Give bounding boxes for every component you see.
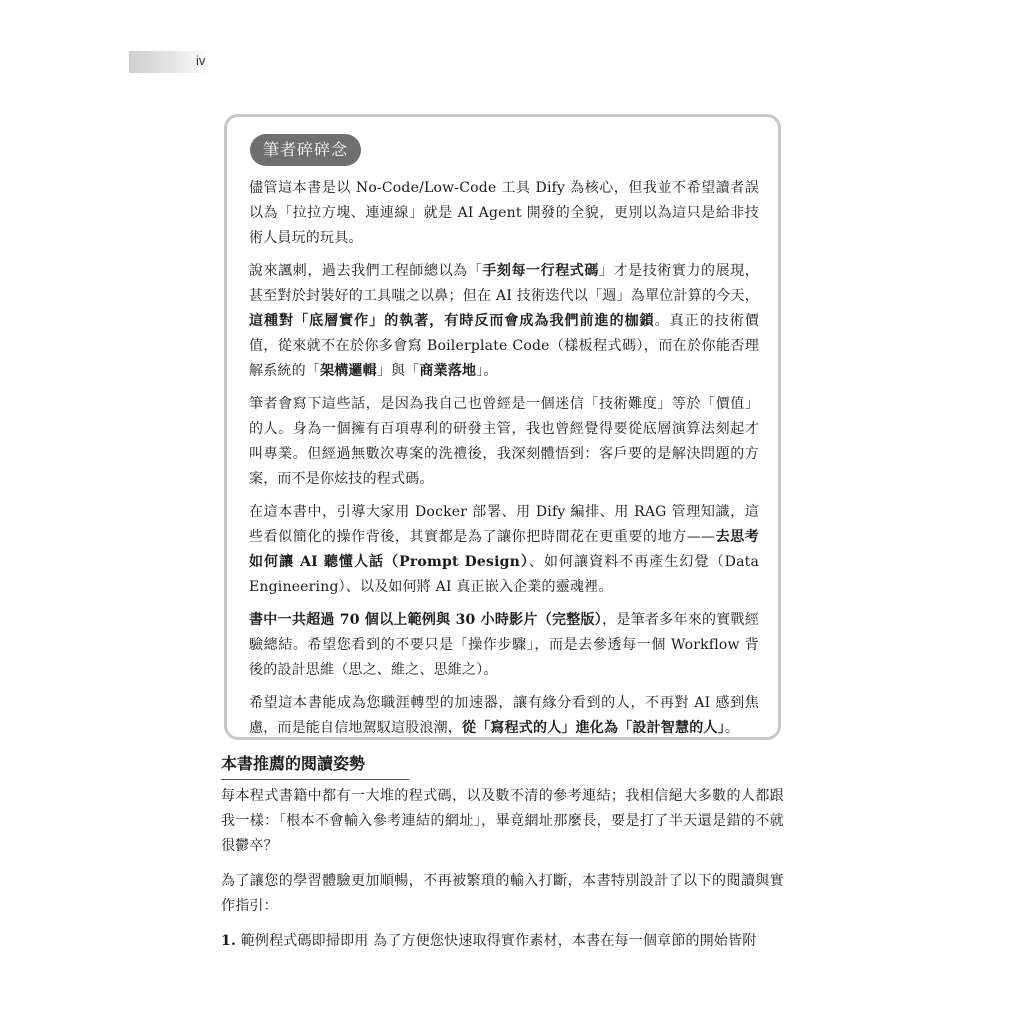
note-paragraph-4 [249,500,759,600]
text-run: 在這本書中，引導大家用 Docker 部署、用 Dify 編排、用 RAG 管理知識，這些看似簡化的操作背後，其實都是為了讓你把時間花在更重要的地方—— [249,504,759,545]
text-run: 。 [724,720,740,736]
section-body [221,784,784,964]
text-run: 。真正的技術價值，從來就不在於你多會寫 Boilerplate Code（樣板程式碼），而在於你能否理解系統的「 [249,313,759,379]
page-number: iv [196,53,206,68]
note-paragraph-1: 儘管這本書是以 No-Code/Low-Code 工具 Dify 為核心，但我並不希望讀者誤以為「拉拉方塊、連連線」就是 AI Agent 開發的全貌，更別以為這只是給非技術人員玩的玩具。 [249,180,759,246]
text-run: 希望這本書能成為您職涯轉型的加速器，讓有緣分看到的人，不再對 AI 感到焦慮，而是能自信地駕馭這股浪潮， [249,695,759,736]
section-heading: 本書推薦的閱讀姿勢 [221,752,409,780]
text-run: 」才是技術實力的展現，甚至對於封裝好的工具嗤之以鼻；但在 AI 技術迭代以「週」為單位計算的今天， [249,263,759,304]
bold-text: 架構邏輯 [320,363,377,379]
text-run: 」與「 [376,363,420,379]
bold-text: 商業落地 [419,363,477,379]
bold-text: 這種對「底層實作」的執著，有時反而會成為我們前進的枷鎖 [249,313,655,329]
text-run: 說來諷刺，過去我們工程師總以為「 [249,263,483,279]
bold-text: 書中一共超過 70 個以上範例與 30 小時影片（完整版） [249,612,603,628]
note-paragraph-6 [249,691,759,741]
section-paragraph-3 [221,929,784,954]
note-paragraph-2 [249,259,759,384]
bold-text: 手刻每一行程式碼 [482,263,599,279]
text-run: 」。 [476,363,498,379]
note-paragraph-3: 筆者會寫下這些話，是因為我自己也曾經是一個迷信「技術難度」等於「價值」的人。身為一個擁有百項專利的研發主管，我也曾經覺得要從底層演算法刻起才叫專業。但經過無數次專案的洗禮後，我深刻體悟到：客戶要的是解決問題的方案，而不是你炫技的程式碼。 [249,396,759,487]
bold-text: 從「寫程式的人」進化為「設計智慧的人」 [462,720,725,736]
section-paragraph-1: 每本程式書籍中都有一大堆的程式碼，以及數不清的參考連結；我相信絕大多數的人都跟我一樣：「根本不會輸入參考連結的網址」，畢竟網址那麼長，要是打了半天還是錯的不就很鬱卒？ [221,788,784,854]
text-run: 範例程式碼即掃即用 為了方便您快速取得實作素材，本書在每一個章節的開始皆附 [236,933,757,949]
author-note-body [249,176,759,749]
list-number: 1. [221,933,237,949]
text-run: 、如何讓資料不再產生幻覺（Data Engineering）、以及如何將 AI 真正嵌入企業的靈魂裡。 [249,554,759,595]
text-run: ，是筆者多年來的實戰經驗總結。希望您看到的不要只是「操作步驟」，而是去參透每一個 Workflow 背後的設計思維（思之、維之、思維之）。 [249,612,760,678]
section-paragraph-2: 為了讓您的學習體驗更加順暢，不再被繁瑣的輸入打斷，本書特別設計了以下的閱讀與實作指引： [221,873,784,914]
author-note-box [224,114,781,740]
note-paragraph-5 [249,608,759,683]
author-note-title: 筆者碎碎念 [250,134,361,166]
bold-text: 去思考如何讓 AI 聽懂人話（Prompt Design） [249,529,759,570]
